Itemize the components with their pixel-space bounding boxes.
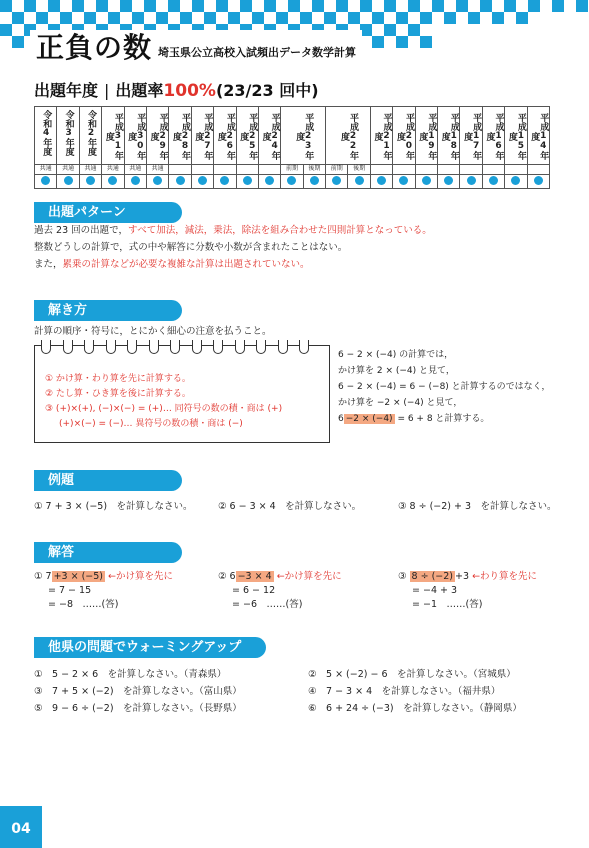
notebook-ring [84,340,94,354]
year-tag [505,165,527,175]
year-cell: 平成22年度 [326,107,371,165]
notebook-ring [63,340,73,354]
year-cell: 平成17年度 [460,107,482,165]
year-tag [370,165,392,175]
notebook-rings [41,340,309,354]
year-tag [527,165,549,175]
notebook-ring [299,340,309,354]
year-dot-cell [236,175,258,189]
year-dot-cell [35,175,57,189]
year-tag: 共通 [102,165,124,175]
answer-1: ① 7 +3 × (−5) ←かけ算を先に = 7 − 15 = −8 ……(答) [34,571,174,610]
section-warmup-heading: 他県の問題でウォーミングアップ [34,637,266,658]
rate-separator: | [104,81,110,100]
year-cell: 令和2年度 [79,107,101,165]
dot-icon [64,176,73,185]
year-tag: 共通 [146,165,168,175]
notebook-ring [127,340,137,354]
rate-label: 出題率 [115,81,164,100]
year-dot-cell [370,175,392,189]
notebook-ring [256,340,266,354]
explain-line-3: 6 − 2 × (−4) = 6 − (−8) と計算するのではなく， [338,382,551,392]
dot-icon [534,176,543,185]
year-dot-cell [505,175,527,189]
notebook-ring [41,340,51,354]
explain-line-5: 6 −2 × (−4) = 6 + 8 と計算する。 [338,414,490,424]
year-cell: 平成14年度 [527,107,549,165]
dot-icon [489,176,498,185]
year-cell: 平成15年度 [505,107,527,165]
year-dot-cell [303,175,325,189]
year-tag [438,165,460,175]
year-dot-row [35,175,550,189]
page-title: 正負の数 [36,31,153,64]
year-cell: 平成19年度 [415,107,437,165]
dot-icon [467,176,476,185]
dot-icon [265,176,274,185]
year-dot-cell [438,175,460,189]
year-tag: 共通 [79,165,101,175]
warmup-1: ① 5 − 2 × 6 を計算しなさい。（青森県） [34,669,227,680]
year-tag [236,165,258,175]
rule-2: ② たし算・ひき算を後に計算する。 [45,389,191,399]
notebook-ring [235,340,245,354]
dot-icon [176,176,185,185]
dot-icon [511,176,520,185]
page-number: 04 [0,806,42,848]
howto-explanation [338,347,551,427]
notebook-ring [213,340,223,354]
year-tag [460,165,482,175]
year-tag [169,165,191,175]
notebook-rules [45,372,282,432]
warmup-3: ③ 7 + 5 × (−2) を計算しなさい。（富山県） [34,686,242,697]
dot-icon [422,176,431,185]
answer-3: ③ 8 ÷ (−2) +3 ←わり算を先に = −4 + 3 = −1 ……(答) [398,571,538,610]
example-2: ② 6 − 3 × 4 を計算しなさい。 [218,501,362,512]
title-box [30,30,362,66]
year-tag: 共通 [35,165,57,175]
year-cell: 平成29年度 [146,107,168,165]
answer-2: ② 6 −3 × 4 ←かけ算を先に = 6 − 12 = −6 ……(答) [218,571,342,610]
explain-line-4: かけ算を −2 × (−4) と見て， [338,398,463,408]
dot-icon [86,176,95,185]
notebook-ring [170,340,180,354]
rule-3: ③ (+)×(+), (−)×(−) = (+)… 同符号の数の積・商は (+) [45,404,283,414]
year-dot-cell [191,175,213,189]
rate-line [34,78,319,101]
year-cell: 平成21年度 [370,107,392,165]
year-cell: 平成30年度 [124,107,146,165]
year-cell: 平成24年度 [258,107,280,165]
year-cell: 平成26年度 [214,107,236,165]
dot-icon [198,176,207,185]
warmup-4: ④ 7 − 3 × 4 を計算しなさい。（福井県） [308,686,501,697]
year-tag [191,165,213,175]
year-tag: 後期 [348,165,370,175]
example-3: ③ 8 ÷ (−2) + 3 を計算しなさい。 [398,501,557,512]
warmup-2: ② 5 × (−2) − 6 を計算しなさい。（宮城県） [308,669,516,680]
year-cell: 令和3年度 [57,107,79,165]
notebook-ring [278,340,288,354]
explain-line-1: 6 − 2 × (−4) の計算では， [338,350,454,360]
year-tag [482,165,504,175]
rule-4: (+)×(−) = (−)… 異符号の数の積・商は (−) [59,419,243,429]
dot-icon [287,176,296,185]
year-cell: 令和4年度 [35,107,57,165]
year-label-row [35,107,550,165]
example-1: ① 7 + 3 × (−5) を計算しなさい。 [34,501,193,512]
pattern-line-2: 整数どうしの計算で，式の中や解答に分数や小数が含まれたことはない。 [34,242,348,253]
year-tag [258,165,280,175]
year-cell: 平成18年度 [438,107,460,165]
year-tag [415,165,437,175]
year-dot-cell [326,175,348,189]
howto-intro: 計算の順序・符号に，とにかく細心の注意を払うこと。 [34,326,272,337]
warmup-5: ⑤ 9 − 6 ÷ (−2) を計算しなさい。（長野県） [34,703,242,714]
year-dot-cell [124,175,146,189]
dot-icon [399,176,408,185]
year-tag: 前期 [326,165,348,175]
year-cell: 平成16年度 [482,107,504,165]
year-dot-cell [258,175,280,189]
page-subtitle: 埼玉県公立高校入試頻出データ数学計算 [158,46,357,59]
dot-icon [41,176,50,185]
dot-icon [310,176,319,185]
year-cell: 平成27年度 [191,107,213,165]
section-example-heading: 例題 [34,470,182,491]
notebook-ring [106,340,116,354]
year-cell: 平成28年度 [169,107,191,165]
year-tag: 前期 [281,165,303,175]
year-dot-cell [482,175,504,189]
year-dot-cell [281,175,303,189]
dot-icon [108,176,117,185]
rate-percent: 100% [163,81,216,101]
pattern-line-1: 過去 23 回の出題で，すべて加法，減法，乗法，除法を組み合わせた四則計算となっている。 [34,225,432,236]
dot-icon [332,176,341,185]
rate-year-label: 出題年度 [34,81,99,100]
dot-icon [131,176,140,185]
year-dot-cell [527,175,549,189]
section-pattern-heading: 出題パターン [34,202,182,223]
dot-icon [153,176,162,185]
year-cell: 平成25年度 [236,107,258,165]
section-howto-heading: 解き方 [34,300,182,321]
pattern-text [34,222,432,273]
year-dot-cell [146,175,168,189]
year-tag: 共通 [124,165,146,175]
dot-icon [355,176,364,185]
year-tag [393,165,415,175]
year-dot-cell [214,175,236,189]
dot-icon [444,176,453,185]
year-dot-cell [169,175,191,189]
notebook-box [34,345,330,443]
warmup-6: ⑥ 6 + 24 ÷ (−3) を計算しなさい。（静岡県） [308,703,522,714]
year-dot-cell [393,175,415,189]
year-tag [214,165,236,175]
year-dot-cell [79,175,101,189]
year-cell: 平成20年度 [393,107,415,165]
year-table [34,106,550,189]
dot-icon [220,176,229,185]
year-tag-row [35,165,550,175]
year-dot-cell [460,175,482,189]
notebook-ring [192,340,202,354]
dot-icon [243,176,252,185]
year-dot-cell [415,175,437,189]
year-cell: 平成23年度 [281,107,326,165]
section-answer-heading: 解答 [34,542,182,563]
year-cell: 平成31年度 [102,107,124,165]
notebook-ring [149,340,159,354]
dot-icon [377,176,386,185]
year-dot-cell [57,175,79,189]
rate-detail: (23/23 回中) [215,81,319,100]
year-dot-cell [102,175,124,189]
pattern-line-3: また，累乗の計算などが必要な複雑な計算は出題されていない。 [34,259,310,270]
year-tag: 後期 [303,165,325,175]
year-tag: 共通 [57,165,79,175]
explain-line-2: かけ算を 2 × (−4) と見て， [338,366,455,376]
year-dot-cell [348,175,370,189]
rule-1: ① かけ算・わり算を先に計算する。 [45,374,191,384]
